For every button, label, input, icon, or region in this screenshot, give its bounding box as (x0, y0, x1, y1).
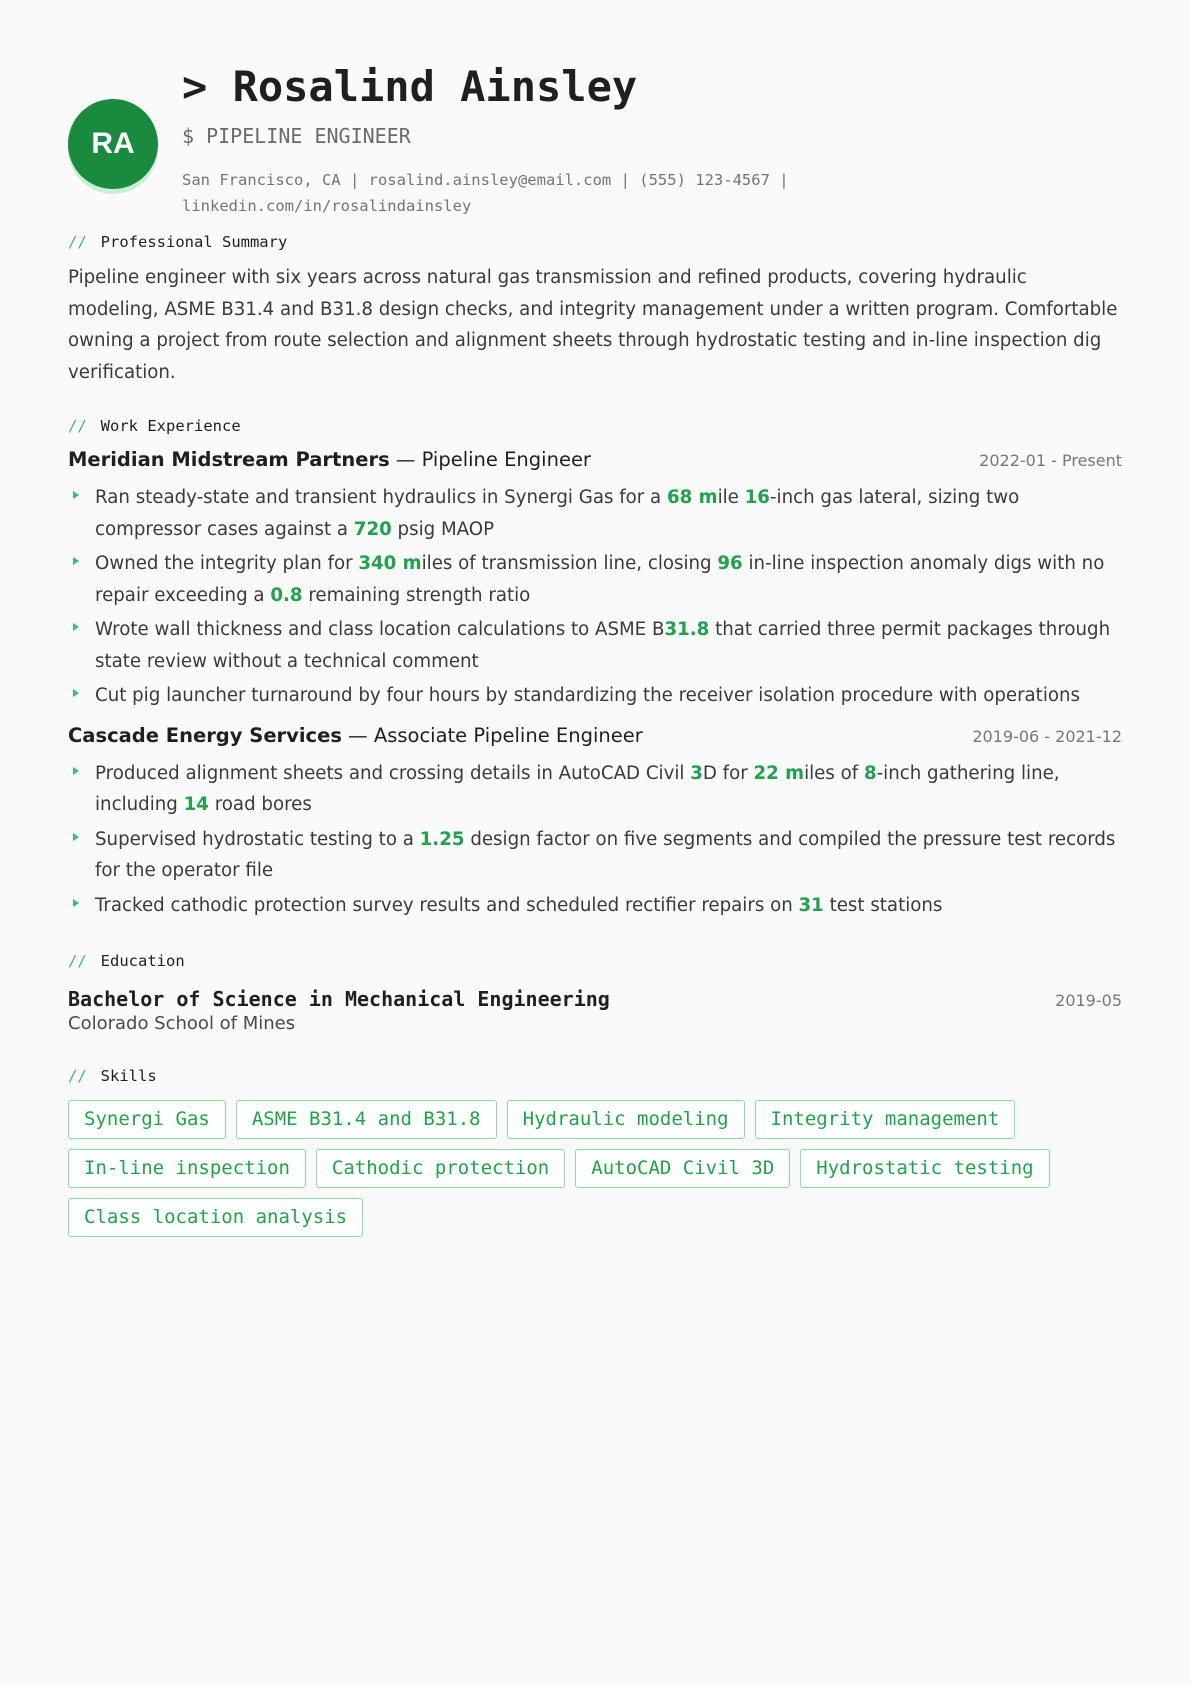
highlight-number: 14 (183, 794, 209, 815)
job-bullets (68, 758, 1122, 922)
highlight-number: 68 m (666, 487, 718, 508)
bullet-arrow-icon (73, 899, 79, 907)
section-prefix: // (68, 1067, 87, 1085)
section-title: Education (100, 952, 185, 970)
resume-header (68, 0, 1122, 230)
bullet-text: road bores (208, 794, 312, 815)
bullet-text: in-line inspection anomaly digs with no repair exceeding a (95, 553, 1105, 606)
bullet-text: design factor on five segments and compiled the pressure test records for the operator file (95, 828, 1116, 881)
job-dates: 2022-01 - Present (979, 451, 1122, 470)
bullet-text: psig MAOP (391, 518, 495, 540)
highlight-number: 31.8 (664, 619, 710, 640)
highlight-number: 340 m (358, 553, 422, 574)
job-bullet (68, 824, 1122, 887)
bullet-text: -inch gas lateral, sizing two compressor cases against a (95, 487, 1020, 540)
job-bullet (68, 548, 1122, 611)
summary-text: Pipeline engineer with six years across natural gas transmission and refined products, covering hydraulic modeling, ASME B31.4 and B31.8 design checks, and integrity management under a written program. Comfortable owning a project from route selection and alignment sheets through hydrostatic testing and in-line inspection dig verification. (68, 267, 1118, 383)
highlight-number: 31 (798, 894, 824, 916)
bullet-arrow-icon (73, 689, 79, 697)
school-name: Colorado School of Mines (68, 1013, 296, 1034)
highlight-number: 16 (744, 487, 770, 508)
section-title: Skills (100, 1067, 157, 1085)
title-separator: — (341, 723, 374, 747)
bullet-arrow-icon (73, 557, 79, 565)
job-bullet (68, 482, 1122, 545)
job-entry (68, 448, 1122, 712)
highlight-number: 22 m (753, 762, 805, 784)
highlight-number: 8 (863, 762, 877, 784)
bullet-text: Produced alignment sheets and crossing details in AutoCAD Civil (95, 762, 691, 784)
skill-chip: Cathodic protection (316, 1149, 565, 1188)
skill-chip: Synergi Gas (68, 1100, 226, 1139)
job-title (68, 724, 643, 747)
job-entry (68, 724, 1122, 922)
bullet-text: Tracked cathodic protection survey results and scheduled rectifier repairs on (95, 894, 799, 916)
section-heading-education (68, 949, 1122, 973)
skill-chip: AutoCAD Civil 3D (575, 1149, 790, 1188)
education-header (68, 987, 1122, 1011)
skill-chip: In-line inspection (68, 1149, 306, 1188)
section-title: Professional Summary (100, 233, 288, 251)
bullet-text: iles of transmission line, closing (421, 553, 718, 574)
job-header (68, 448, 1122, 478)
section-heading-skills (68, 1064, 1122, 1088)
company-name: Cascade Energy Services (68, 723, 342, 747)
bullet-arrow-icon (73, 623, 79, 631)
job-bullet (68, 890, 1122, 922)
experience-section (68, 414, 1122, 921)
job-bullet (68, 758, 1122, 821)
section-prefix: // (68, 233, 87, 251)
skill-chip: ASME B31.4 and B31.8 (236, 1100, 497, 1139)
contact-line: San Francisco, CA | rosalind.ainsley@email.com | (555) 123-4567 | linkedin.com/in/rosalindainsley (182, 171, 789, 215)
bullet-text: Ran steady-state and transient hydraulics in Synergi Gas for a (95, 487, 667, 508)
title-separator: — (389, 448, 422, 471)
job-bullet (68, 614, 1122, 677)
resume-page (68, 0, 1122, 1228)
bullet-text: Owned the integrity plan for (95, 553, 359, 574)
bullet-text: Wrote wall thickness and class location calculations to ASME B (95, 619, 665, 640)
position-title: Associate Pipeline Engineer (373, 723, 643, 747)
bullet-arrow-icon (73, 833, 79, 841)
bullet-text: that carried three permit packages through state review without a technical comment (95, 619, 1111, 672)
highlight-number: 0.8 (270, 584, 303, 606)
highlight-number: 96 (717, 553, 743, 574)
section-title: Work Experience (100, 417, 241, 435)
skill-chip: Hydrostatic testing (800, 1149, 1049, 1188)
bullet-text: ile (717, 487, 745, 508)
bullet-arrow-icon (73, 767, 79, 775)
bullet-text: -inch gathering line, including (95, 762, 1060, 815)
section-prefix: // (68, 952, 87, 970)
job-bullet (68, 680, 1122, 712)
bullet-text: iles of (804, 762, 864, 784)
bullet-arrow-icon (73, 491, 79, 499)
avatar: RA (68, 99, 158, 189)
highlight-number: 1.25 (419, 828, 465, 850)
degree-title: Bachelor of Science in Mechanical Engineering (68, 987, 610, 1011)
bullet-text: Cut pig launcher turnaround by four hours by standardizing the receiver isolation procedure with operations (95, 685, 1081, 706)
section-heading-experience (68, 414, 1122, 438)
bullet-text: Supervised hydrostatic testing to a (95, 828, 420, 850)
bullet-text: D for (702, 762, 754, 784)
skill-chip: Integrity management (755, 1100, 1016, 1139)
skill-chip: Class location analysis (68, 1198, 363, 1237)
job-header (68, 724, 1122, 754)
highlight-number: 720 (353, 518, 392, 540)
skills-section (68, 1064, 1122, 1237)
job-title (68, 448, 591, 471)
section-prefix: // (68, 417, 87, 435)
section-heading-summary (68, 230, 1122, 254)
company-name: Meridian Midstream Partners (68, 448, 390, 471)
resume-body (68, 230, 1122, 1237)
position-title: Pipeline Engineer (421, 448, 591, 471)
skills-list (68, 1100, 1122, 1237)
candidate-name: > Rosalind Ainsley (182, 62, 638, 111)
education-date: 2019-05 (1055, 991, 1122, 1010)
highlight-number: 3 (690, 762, 703, 784)
job-dates: 2019-06 - 2021-12 (972, 726, 1122, 746)
education-section (68, 949, 1122, 1034)
summary-section (68, 230, 1122, 388)
skill-chip: Hydraulic modeling (507, 1100, 745, 1139)
bullet-text: remaining strength ratio (302, 584, 531, 606)
job-role: $ PIPELINE ENGINEER (182, 124, 411, 148)
job-bullets (68, 482, 1122, 712)
bullet-text: test stations (823, 894, 943, 916)
